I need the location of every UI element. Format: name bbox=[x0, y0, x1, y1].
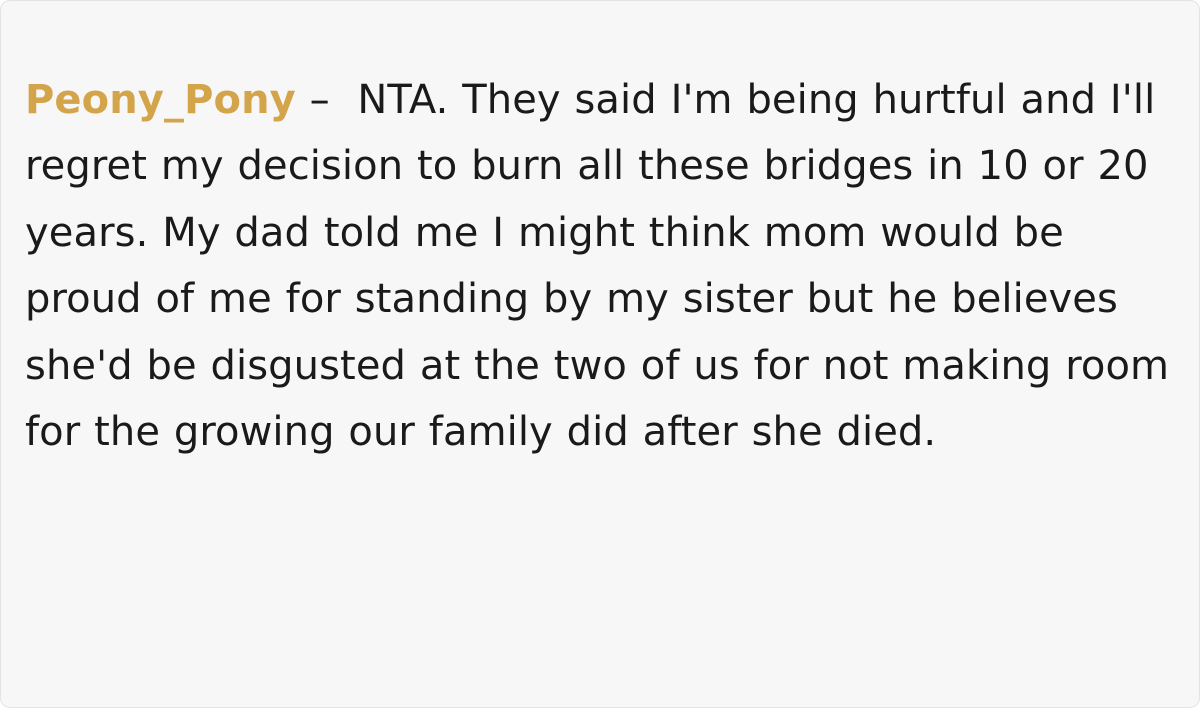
comment-username[interactable]: Peony_Pony bbox=[25, 77, 296, 123]
comment-text: NTA. They said I'm being hurtful and I'll regret my decision to burn all these bridges in 10 or 20 years. My dad told me I might think mom would be proud of me for standing by my sister but he believes she'd be disgusted at the two of us for not making room for the growing our family did after she died. bbox=[25, 77, 1170, 455]
comment-body bbox=[25, 67, 1173, 465]
comment-separator: – bbox=[295, 77, 358, 123]
